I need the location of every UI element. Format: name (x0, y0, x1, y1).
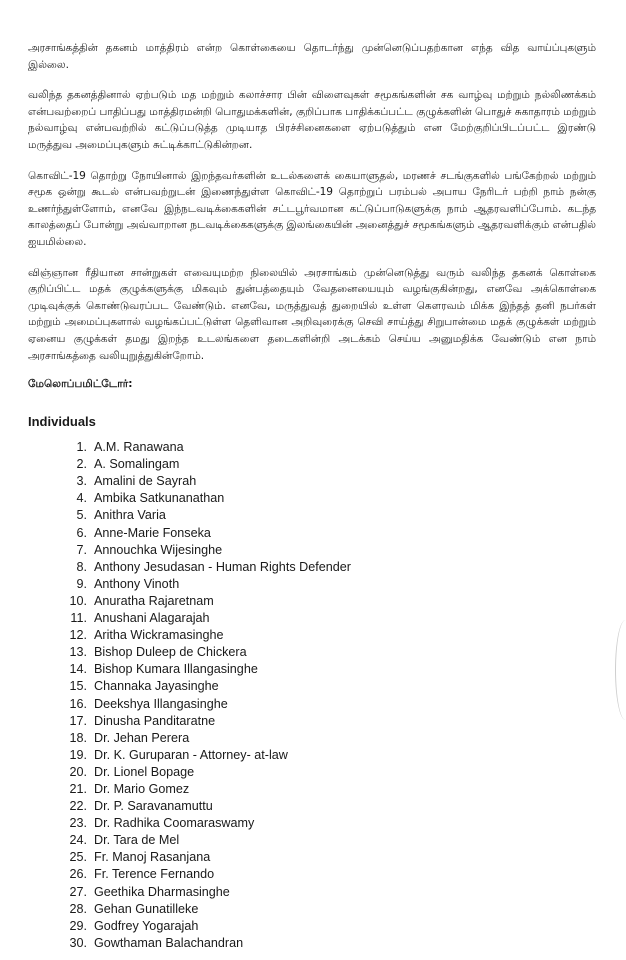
list-item-number: 15. (69, 679, 87, 694)
list-item-number: 30. (69, 935, 87, 950)
list-item-name: Deekshya Illangasinghe (94, 696, 228, 711)
list-item-name: Bishop Kumara Illangasinghe (94, 662, 258, 677)
list-item-number: 11. (70, 611, 87, 626)
list-item-name: Ambika Satkunanathan (94, 491, 225, 506)
list-item-name: Anushani Alagarajah (94, 611, 210, 626)
page-curl-edge (615, 620, 626, 720)
list-item-name: Godfrey Yogarajah (94, 918, 199, 933)
list-item-name: Annouchka Wijesinghe (94, 542, 223, 557)
list-item-name: Aritha Wickramasinghe (94, 628, 224, 643)
paragraph-1: அரசாங்கத்தின் தகனம் மாத்திரம் என்ற கொள்கையை தொடர்ந்து முன்னெடுப்பதற்கான எந்த வித வாய்ப்புகளும் இல்லை. (28, 42, 596, 71)
list-item (28, 593, 596, 610)
list-item (28, 610, 596, 627)
list-item-name: Gehan Gunatilleke (94, 901, 199, 916)
list-item (28, 542, 596, 559)
list-item (28, 713, 596, 730)
section-title-individuals: Individuals (28, 414, 96, 430)
list-item-number: 22. (69, 799, 87, 814)
list-item (28, 832, 596, 849)
list-item-number: 1. (76, 440, 87, 455)
list-item (28, 696, 596, 713)
list-item (28, 781, 596, 798)
list-item-number: 24. (69, 833, 87, 848)
list-item-name: Dr. Tara de Mel (94, 833, 180, 848)
list-item (28, 507, 596, 524)
list-item-name: Gowthaman Balachandran (94, 935, 244, 950)
list-item-number: 23. (69, 816, 87, 831)
list-item-number: 21. (69, 781, 87, 796)
list-item-name: Anithra Varia (94, 508, 166, 523)
list-item (28, 627, 596, 644)
list-item (28, 456, 596, 473)
list-item-name: Anne-Marie Fonseka (94, 525, 211, 540)
list-item (28, 661, 596, 678)
list-item-name: Fr. Manoj Rasanjana (94, 850, 211, 865)
list-item-name: Dinusha Panditaratne (94, 713, 216, 728)
list-item (28, 473, 596, 490)
list-item-number: 17. (69, 713, 87, 728)
list-item-name: Dr. P. Saravanamuttu (94, 799, 213, 814)
list-item (28, 815, 596, 832)
list-item (28, 798, 596, 815)
paragraph-2: வலிந்த தகனத்தினால் ஏற்படும் மத மற்றும் கலாச்சார பின் விளைவுகள் சமூகங்களின் சக வாழ்வு மற்றும் நல்லிணக்கம் என்பவற்றைப் பாதிப்பது மாத்திரமன்றி பொதுமக்களின், குறிப்பாக பாதிக்கப்பட்ட குழுக்களின் பொதுச் சுகாதாரம் மற்றும் நல்வாழ்வு என்பவற்றில் கட்டுப்படுத்த முடியாத பிரச்சினைகளை ஏற்படுத்தும் என மேற்குறிப்பிடப்பட்ட இரண்டு மருத்துவ அமைப்புகளும் சுட்டிக்காட்டுகின்றன. (28, 89, 596, 151)
list-item-name: Channaka Jayasinghe (94, 679, 219, 694)
list-item (28, 935, 596, 952)
list-item-number: 26. (69, 867, 87, 882)
list-item-number: 4. (76, 491, 87, 506)
list-item-number: 2. (76, 457, 87, 472)
list-item (28, 559, 596, 576)
list-item-number: 25. (69, 850, 87, 865)
list-item-number: 29. (69, 918, 87, 933)
list-item-name: Amalini de Sayrah (94, 474, 197, 489)
document-body (28, 40, 596, 952)
list-item (28, 678, 596, 695)
list-item-number: 5. (76, 508, 87, 523)
list-item (28, 901, 596, 918)
list-item-name: Dr. Jehan Perera (94, 730, 190, 745)
list-item (28, 866, 596, 883)
list-item-number: 9. (76, 576, 87, 591)
list-item-name: A.M. Ranawana (94, 440, 184, 455)
list-item-name: Anuratha Rajaretnam (94, 593, 214, 608)
list-item-name: Dr. Lionel Bopage (94, 764, 195, 779)
signatories-label: மேலொப்பமிட்டோர்: (28, 378, 133, 391)
list-item (28, 884, 596, 901)
list-item (28, 918, 596, 935)
list-item (28, 747, 596, 764)
list-item-name: Bishop Duleep de Chickera (94, 645, 247, 660)
list-item-number: 20. (69, 764, 87, 779)
list-item-number: 3. (76, 474, 87, 489)
list-item-name: Geethika Dharmasinghe (94, 884, 230, 899)
paragraph-4: விஞ்ஞான ரீதியான சான்றுகள் எவையுமற்ற நிலையில் அரசாங்கம் முன்னெடுத்து வரும் வலிந்த தகனக் கொள்கை குறிப்பிட்ட மதக் குழுக்களுக்கு மிகவும் துன்பத்தையும் வேதனையையும் வழங்குகின்றது, எனவே அக்கொள்கை முடிவுக்குக் கொண்டுவரப்பட வேண்டும். எனவே, மருத்துவத் துறையில் உள்ள கௌரவம் மிக்க இந்தத் தனி நபர்கள் மற்றும் அமைப்புகளால் வழங்கப்பட்டுள்ள தெளிவான அறிவுரைக்கு செவி சாய்த்து சிறுபான்மை மதக் குழுக்கள் மற்றும் ஏனைய குழுக்கள் தமது இறந்த உடலங்களை தடைகளின்றி அடக்கம் செய்ய அனுமதிக்க வேண்டும் என நாம் அரசாங்கத்தை வலியுறுத்துகின்றோம். (28, 266, 596, 362)
list-item-number: 28. (69, 901, 87, 916)
list-item-number: 16. (69, 696, 87, 711)
list-item-name: Dr. K. Guruparan - Attorney- at-law (94, 747, 288, 762)
list-item-number: 10. (69, 593, 87, 608)
list-item (28, 644, 596, 661)
list-item-name: Anthony Jesudasan - Human Rights Defender (94, 559, 351, 574)
list-item-number: 6. (76, 525, 87, 540)
list-item-number: 13. (69, 645, 87, 660)
list-item-number: 19. (69, 747, 87, 762)
list-item-name: Dr. Radhika Coomaraswamy (94, 816, 255, 831)
list-item-name: Fr. Terence Fernando (94, 867, 215, 882)
list-item-name: Anthony Vinoth (94, 576, 180, 591)
list-item (28, 849, 596, 866)
list-item-name: Dr. Mario Gomez (94, 781, 190, 796)
list-item (28, 439, 596, 456)
list-item (28, 730, 596, 747)
list-item-number: 12. (69, 628, 87, 643)
list-item-number: 8. (76, 559, 87, 574)
individuals-list (28, 439, 596, 952)
list-item-number: 27. (69, 884, 87, 899)
paragraph-3: கொவிட்-19 தொற்று நோயினால் இறந்தவர்களின் உடல்களைக் கையாளுதல், மரணச் சடங்குகளில் பங்கேற்றல் மற்றும் சமூக ஒன்று கூடல் என்பவற்றுடன் இணைந்துள்ள கொவிட்-19 தொற்றுப் பரம்பல் அபாய நேரிடர் பற்றி நாம் நன்கு உணர்ந்துள்ளோம், எனவே இந்நடவடிக்கைகளின் சட்டபூர்வமான கட்டுப்பாடுகளுக்கு நாம் ஆதரவளிப்போம். கடந்த காலத்தைப் போன்று அவ்வாறான நடவடிக்கைகளுக்கு இலங்கையின் அனைத்துச் சமூகங்களும் ஆதரவளிக்கும் என்பதில் ஐயமில்லை. (28, 169, 596, 248)
list-item-number: 18. (69, 730, 87, 745)
list-item-number: 14. (69, 662, 87, 677)
list-item (28, 525, 596, 542)
list-item-name: A. Somalingam (94, 457, 180, 472)
list-item (28, 764, 596, 781)
list-item-number: 7. (76, 542, 87, 557)
list-item (28, 490, 596, 507)
list-item (28, 576, 596, 593)
